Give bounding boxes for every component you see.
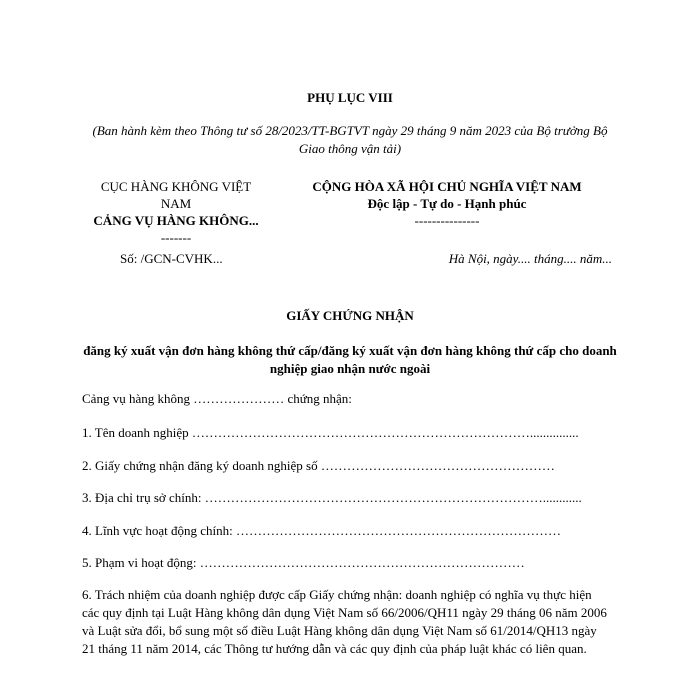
agency-separator: ------- — [160, 230, 192, 245]
place-and-date: Hà Nội, ngày.... tháng.... năm... — [448, 251, 612, 266]
national-header — [282, 178, 612, 229]
agency-name-line2: NAM — [160, 196, 192, 211]
authority-line: Cảng vụ hàng không ………………… chứng nhận: — [82, 391, 352, 406]
item-head-office-address: 3. Địa chỉ trụ sở chính: ……………………………………………………………………............ — [82, 490, 582, 505]
appendix-title: PHỤ LỤC VIII — [307, 90, 393, 105]
country-name: CỘNG HÒA XÃ HỘI CHỦ NGHĨA VIỆT NAM — [312, 179, 582, 194]
item-main-business-field: 4. Lĩnh vực hoạt động chính: ………………………………………………………………… — [82, 523, 561, 538]
item-registration-number: 2. Giấy chứng nhận đăng ký doanh nghiệp số ……………………………………………… — [82, 458, 555, 473]
issued-note: (Ban hành kèm theo Thông tư số 28/2023/TT-BGTVT ngày 29 tháng 9 năm 2023 của Bộ trưởng Bộ Giao thông vận tải) — [92, 123, 608, 156]
certificate-title: GIẤY CHỨNG NHẬN — [286, 308, 414, 323]
certificate-subtitle: đăng ký xuất vận đơn hàng không thứ cấp/đăng ký xuất vận đơn hàng không thứ cấp cho doanh nghiệp giao nhận nước ngoài — [83, 343, 617, 376]
port-authority-name: CẢNG VỤ HÀNG KHÔNG... — [93, 213, 259, 228]
document-number: Số: /GCN-CVHK... — [120, 251, 223, 266]
issuing-agency-header — [78, 178, 274, 246]
agency-name-line1: CỤC HÀNG KHÔNG VIỆT — [100, 179, 252, 194]
item-scope-of-operation: 5. Phạm vi hoạt động: ………………………………………………………………… — [82, 555, 525, 570]
motto-separator: --------------- — [414, 213, 480, 228]
item-responsibilities: 6. Trách nhiệm của doanh nghiệp được cấp Giấy chứng nhận: doanh nghiệp có nghĩa vụ thực hiện các quy định tại Luật Hàng không dân dụng Việt Nam số 66/2006/QH11 ngày 29 tháng 06 năm 2006 và Luật sửa đổi, bổ sung một số điều Luật Hàng không dân dụng Việt Nam số 61/2014/QH13 ngày 21 tháng 11 năm 2014, các Thông tư hướng dẫn và các quy định của pháp luật khác có liên quan. — [82, 587, 607, 656]
item-enterprise-name: 1. Tên doanh nghiệp ……………………………………………………………………............... — [82, 425, 579, 440]
national-motto: Độc lập - Tự do - Hạnh phúc — [367, 196, 527, 211]
